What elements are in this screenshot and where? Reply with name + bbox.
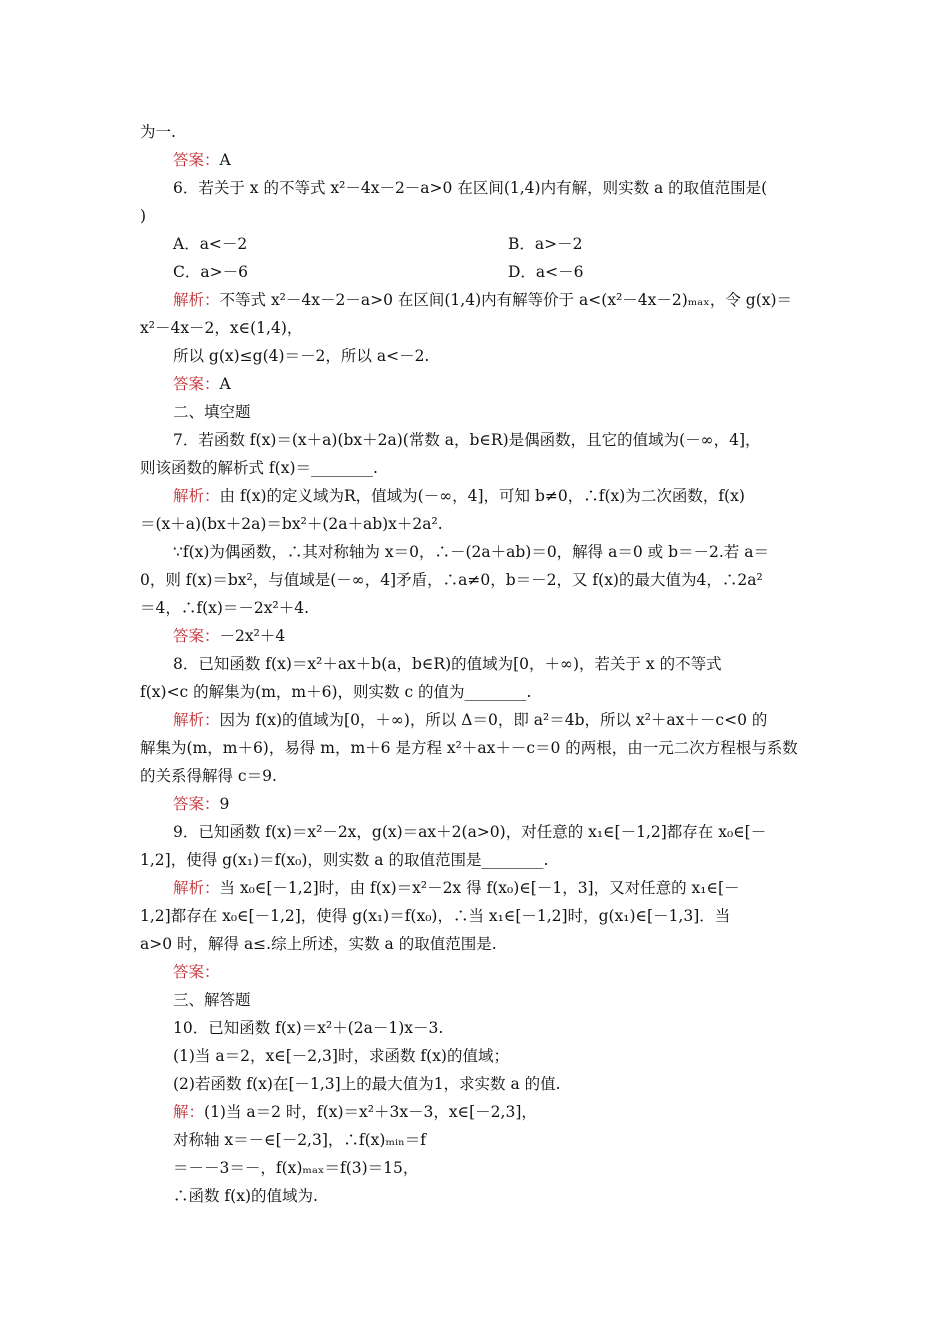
text-line: 对称轴 x＝－∈[－2,3]，∴f(x)ₘᵢₙ＝f xyxy=(173,1131,427,1149)
analysis-text: 不等式 x²－4x－2－a>0 在区间(1,4)内有解等价于 a<(x²－4x－2)ₘₐₓ，令 g(x)＝ xyxy=(219,291,793,309)
text-line: ＝4，∴f(x)＝－2x²＋4. xyxy=(140,599,310,617)
answer-value: 9 xyxy=(219,795,230,813)
text-line: a>0 时，解得 a≤.综上所述，实数 a 的取值范围是. xyxy=(140,935,497,953)
text-line: 所以 g(x)≤g(4)＝－2，所以 a<－2. xyxy=(173,347,430,365)
answer-line xyxy=(173,625,285,647)
option-b: B．a>－2 xyxy=(508,235,583,253)
answer-line xyxy=(173,149,231,171)
text-line: ＝－－3＝－，f(x)ₘₐₓ＝f(3)＝15， xyxy=(173,1159,419,1177)
text-line: x²－4x－2，x∈(1,4)， xyxy=(140,319,303,337)
section-heading: 二、填空题 xyxy=(173,403,251,421)
solution-line xyxy=(173,1101,537,1123)
analysis-text: 由 f(x)的定义域为R，值域为(－∞，4]，可知 b≠0，∴f(x)为二次函数，f(x) xyxy=(219,487,745,505)
option-d: D．a<－6 xyxy=(508,263,584,281)
analysis-label: 解析： xyxy=(173,487,220,505)
text-line: f(x)<c 的解集为(m，m＋6)，则实数 c 的值为________. xyxy=(140,683,532,701)
solution-label: 解： xyxy=(173,1103,205,1121)
text-line: (1)当 a＝2，x∈[－2,3]时，求函数 f(x)的值域； xyxy=(173,1047,509,1065)
text-line: ＝(x＋a)(bx＋2a)＝bx²＋(2a＋ab)x＋2a². xyxy=(140,515,443,533)
text-line: 1,2]都存在 x₀∈[－1,2]，使得 g(x₁)＝f(x₀)，∴当 x₁∈[－1,2]时，g(x₁)∈[－1,3]．当 xyxy=(140,907,731,925)
analysis-text: 因为 f(x)的值域为[0，＋∞)，所以 Δ＝0，即 a²＝4b，所以 x²＋ax＋－c<0 的 xyxy=(219,711,768,729)
text-line: 1,2]，使得 g(x₁)＝f(x₀)，则实数 a 的取值范围是________. xyxy=(140,851,549,869)
answer-label: 答案： xyxy=(173,627,220,645)
analysis-label: 解析： xyxy=(173,291,220,309)
answer-label: 答案： xyxy=(173,795,220,813)
answer-label: 答案： xyxy=(173,963,220,981)
analysis-label: 解析： xyxy=(173,879,220,897)
analysis-text: 当 x₀∈[－1,2]时，由 f(x)＝x²－2x 得 f(x₀)∈[－1，3]，又对任意的 x₁∈[－ xyxy=(219,879,740,897)
answer-value: A xyxy=(219,151,231,169)
option-c: C．a>－6 xyxy=(173,263,248,281)
option-a: A．a<－2 xyxy=(173,235,248,253)
question-10: 10．已知函数 f(x)＝x²＋(2a－1)x－3. xyxy=(173,1019,444,1037)
text-line: 的关系得解得 c＝9. xyxy=(140,767,277,785)
question-9: 9．已知函数 f(x)＝x²－2x，g(x)＝ax＋2(a>0)，对任意的 x₁∈[－1,2]都存在 x₀∈[－ xyxy=(173,823,767,841)
answer-line xyxy=(173,793,229,815)
answer-label: 答案： xyxy=(173,151,220,169)
question-7: 7．若函数 f(x)＝(x＋a)(bx＋2a)(常数 a，b∈R)是偶函数，且它的值域为(－∞，4]， xyxy=(173,431,761,449)
answer-label: 答案： xyxy=(173,375,220,393)
text-line: (2)若函数 f(x)在[－1,3]上的最大值为1，求实数 a 的值. xyxy=(173,1075,561,1093)
text-line: 解集为(m，m＋6)，易得 m，m＋6 是方程 x²＋ax＋－c＝0 的两根，由一元二次方程根与系数 xyxy=(140,739,798,757)
text-line: 0，则 f(x)＝bx²，与值域是(－∞，4]矛盾，∴a≠0，b＝－2，又 f(x)的最大值为4，∴2a² xyxy=(140,571,763,589)
analysis-line xyxy=(173,289,792,311)
text-line: 为一. xyxy=(140,123,176,141)
question-6: 6．若关于 x 的不等式 x²－4x－2－a>0 在区间(1,4)内有解，则实数 a 的取值范围是( xyxy=(173,179,768,197)
answer-value: －2x²＋4 xyxy=(219,627,286,645)
analysis-line xyxy=(173,709,767,731)
text-line: ∵f(x)为偶函数，∴其对称轴为 x＝0，∴－(2a＋ab)＝0，解得 a＝0 或 b＝－2.若 a＝ xyxy=(173,543,769,561)
answer-value: A xyxy=(219,375,231,393)
section-heading: 三、解答题 xyxy=(173,991,251,1009)
analysis-label: 解析： xyxy=(173,711,220,729)
answer-line xyxy=(173,373,231,395)
text-line: 则该函数的解析式 f(x)＝________. xyxy=(140,459,378,477)
text-line: ∴函数 f(x)的值域为. xyxy=(173,1187,318,1205)
analysis-line xyxy=(173,485,745,507)
answer-line xyxy=(173,961,220,983)
analysis-line xyxy=(173,877,740,899)
solution-text: (1)当 a＝2 时，f(x)＝x²＋3x－3，x∈[－2,3]， xyxy=(204,1103,537,1121)
question-8: 8．已知函数 f(x)＝x²＋ax＋b(a，b∈R)的值域为[0，＋∞)，若关于 x 的不等式 xyxy=(173,655,722,673)
text-line: ) xyxy=(140,207,147,225)
